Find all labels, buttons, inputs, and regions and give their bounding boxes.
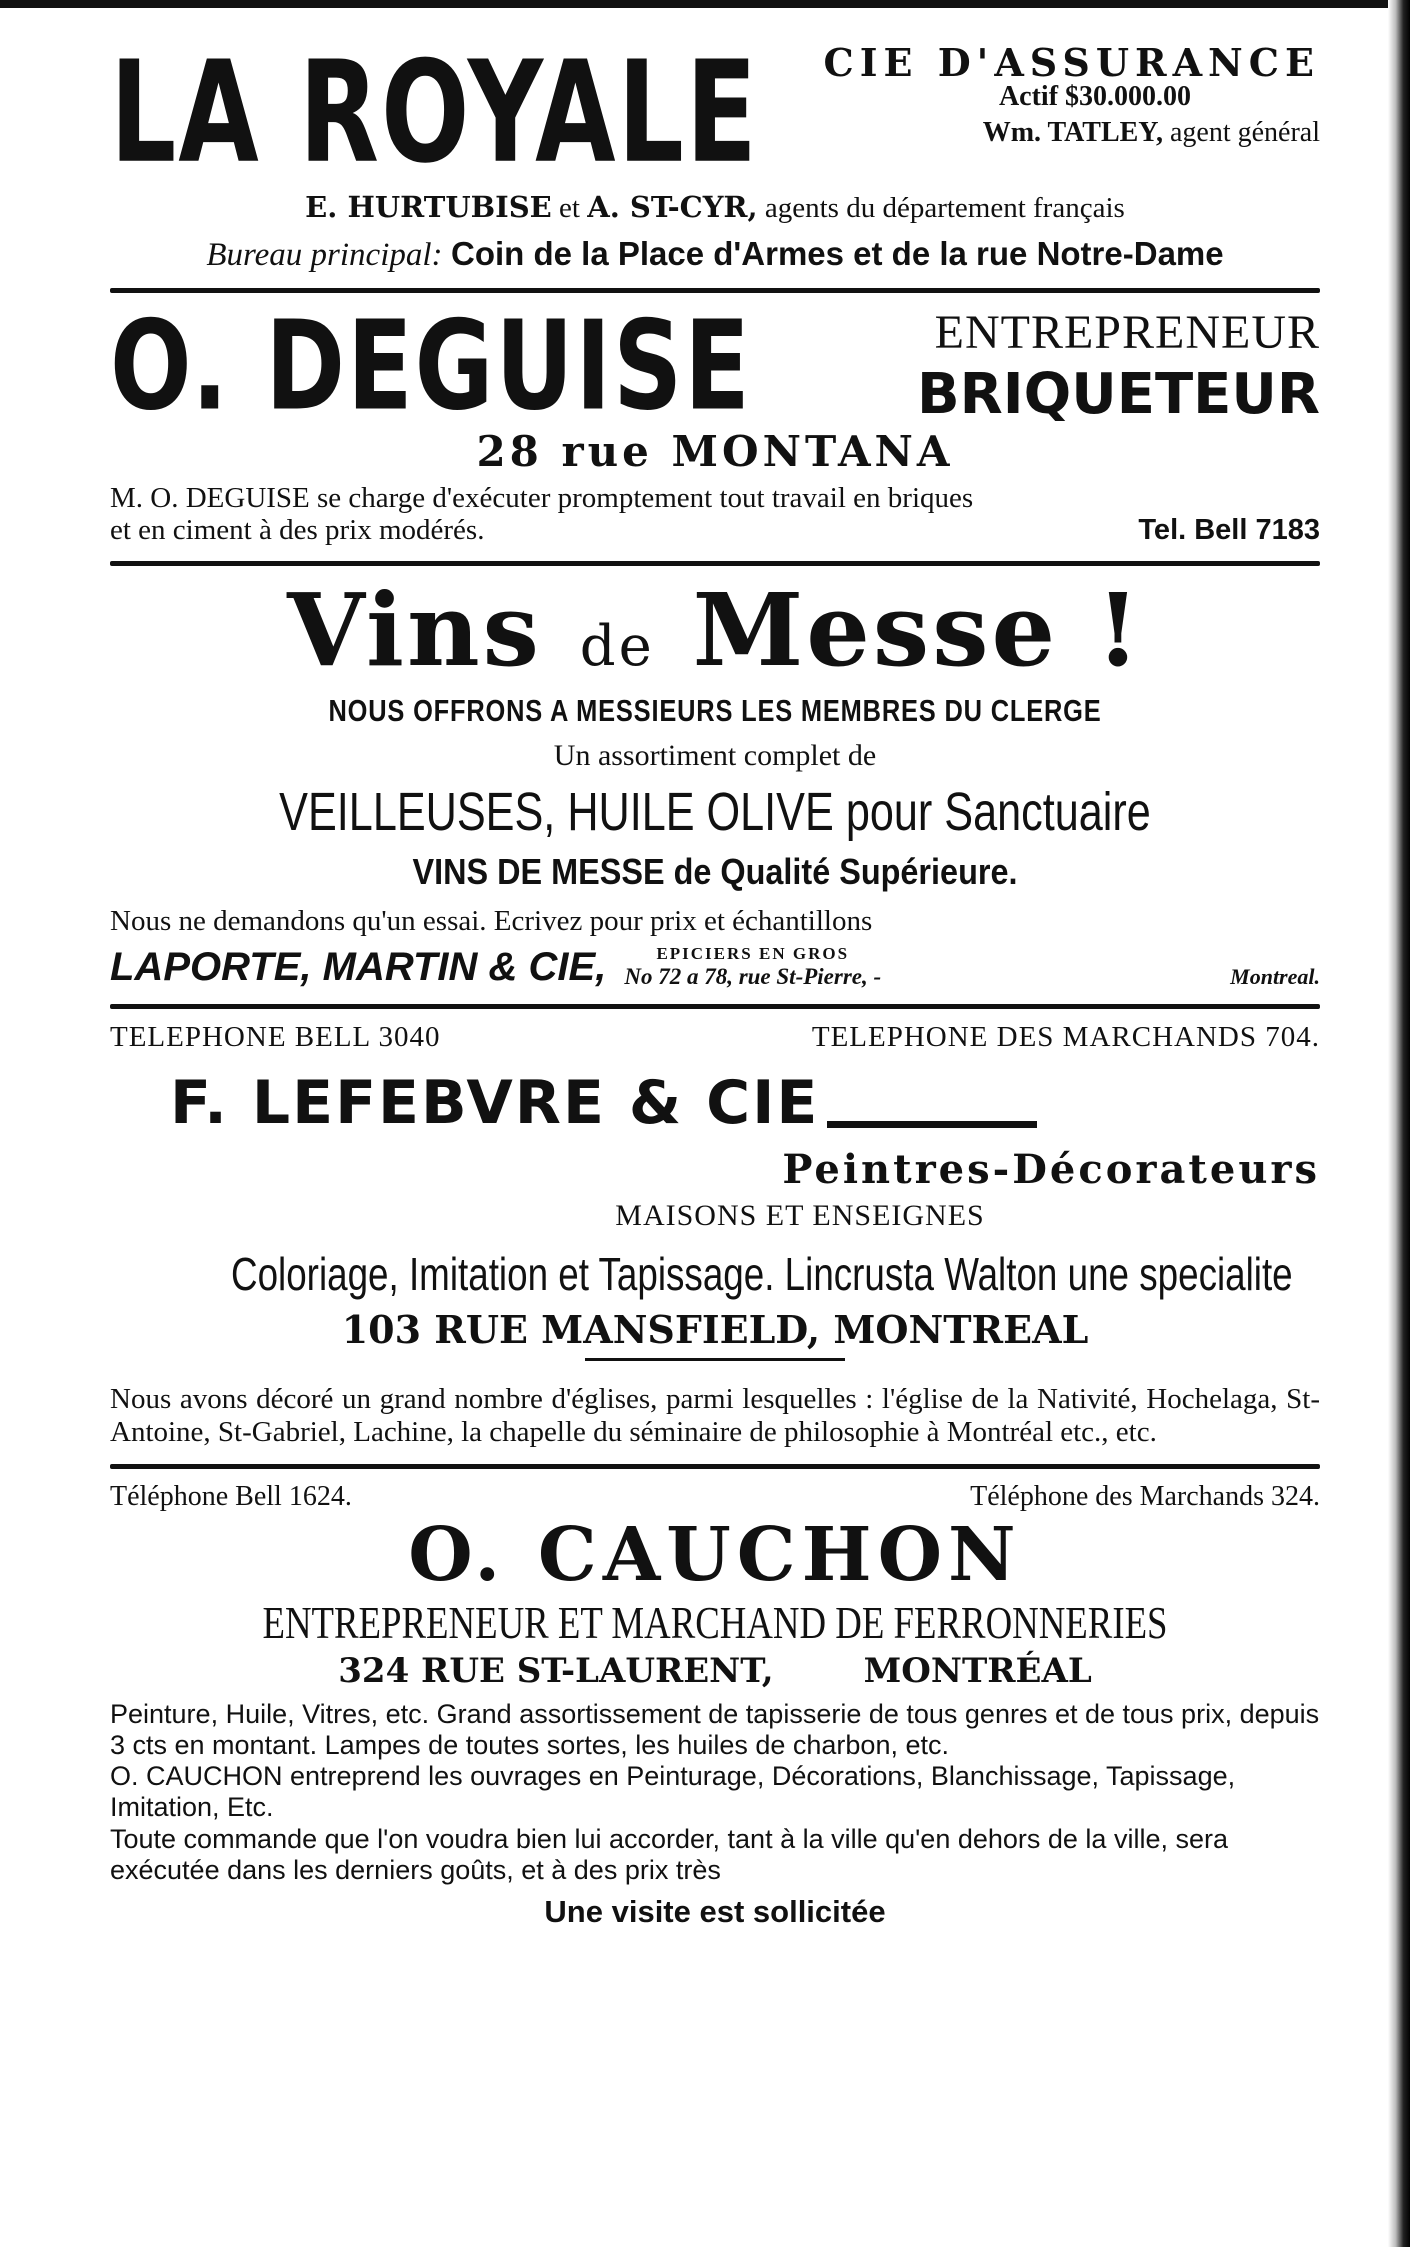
royale-agent-name: Wm. TATLEY,: [982, 117, 1163, 148]
royale-actif: Actif $30.000.00: [998, 81, 1192, 112]
deguise-line2: et en ciment à des prix modérés.: [110, 514, 485, 547]
royale-title: LA ROYALE: [110, 29, 759, 195]
ad-vins-de-messe: [110, 570, 1320, 990]
lefebvre-address: 103 RUE MANSFIELD, MONTREAL: [341, 1306, 1089, 1352]
deguise-entrepreneur: ENTREPRENEUR: [934, 306, 1320, 359]
royale-bureau-label: Bureau principal:: [206, 237, 443, 273]
royale-agents-line: [110, 190, 1320, 225]
cauchon-street: 324 RUE ST-LAURENT,: [338, 1651, 774, 1692]
lefebvre-maisons: MAISONS ET ENSEIGNES: [615, 1198, 985, 1232]
cauchon-city: MONTRÉAL: [863, 1651, 1092, 1692]
cauchon-tel-bell: Téléphone Bell 1624.: [110, 1480, 352, 1512]
royale-agent2: A. ST-CYR,: [587, 190, 758, 224]
cauchon-para1: Peinture, Huile, Vitres, etc. Grand assortissement de tapisserie de tous genres et de tous prix, depuis 3 cts en montant. Lampes de toutes sortes, les huiles de charbon, etc.: [110, 1699, 1320, 1761]
deguise-tel: Tel. Bell 7183: [1138, 514, 1320, 547]
ad-lefebvre: [110, 1021, 1320, 1450]
vins-street: No 72 a 78, rue St-Pierre, -: [624, 963, 882, 989]
section-divider: [110, 1004, 1320, 1009]
vins-title: [110, 570, 1320, 689]
vins-title-de: de: [579, 613, 655, 679]
ad-deguise: [110, 294, 1320, 547]
lefebvre-tel-marchands: TELEPHONE DES MARCHANDS 704.: [811, 1020, 1320, 1053]
lefebvre-title: F. LEFEBVRE & CIE: [170, 1067, 820, 1138]
deguise-address: 28 rue MONTANA: [476, 427, 954, 476]
top-border: [0, 0, 1410, 8]
royale-company: CIE D'ASSURANCE: [823, 40, 1320, 85]
lefebvre-services: Coloriage, Imitation et Tapissage. Lincrusta Walton une specialite: [231, 1247, 1293, 1300]
vins-offrons: NOUS OFFRONS A MESSIEURS LES MEMBRES DU CLERGE: [328, 692, 1102, 728]
vins-title-b: Messe !: [692, 570, 1143, 689]
vins-city: Montreal.: [1230, 963, 1320, 989]
vins-qualite: VINS DE MESSE de Qualité Supérieure.: [412, 850, 1018, 892]
cauchon-para2: O. CAUCHON entreprend les ouvrages en Peinturage, Décorations, Blanchissage, Tapissage, Imitation, Etc.: [110, 1761, 1236, 1823]
section-divider: [110, 1464, 1320, 1469]
title-flourish: [827, 1121, 1037, 1128]
lefebvre-peintres: Peintres-Décorateurs: [782, 1145, 1320, 1193]
vins-firm: LAPORTE, MARTIN & CIE,: [110, 944, 607, 989]
royale-bureau-line: [110, 235, 1320, 274]
cauchon-visite: Une visite est sollicitée: [544, 1893, 886, 1929]
cauchon-title: O. CAUCHON: [408, 1511, 1022, 1598]
section-divider: [110, 561, 1320, 566]
section-divider: [110, 288, 1320, 293]
scan-edge-shadow: [1388, 0, 1410, 2247]
vins-demandons: Nous ne demandons qu'un essai. Ecrivez pour prix et échantillons: [110, 904, 873, 937]
royale-agent1: E. HURTUBISE: [305, 190, 552, 224]
royale-agent-role: agent général: [1169, 117, 1320, 148]
vins-assortiment: Un assortiment complet de: [553, 738, 877, 772]
lefebvre-decore: Nous avons décoré un grand nombre d'églises, parmi lesquelles : l'église de la Nativité, Hochelaga, St-Antoine, St-Gabriel, Lachine, la chapelle du séminaire de philosophie à Montréal etc., etc.: [110, 1382, 1320, 1449]
royale-agents-role: agents du département français: [757, 192, 1125, 224]
cauchon-para3: Toute commande que l'on voudra bien lui accorder, tant à la ville qu'en dehors de la ville, sera exécutée dans les derniers goûts, et à des prix très: [110, 1823, 1228, 1885]
cauchon-tel-marchands: Téléphone des Marchands 324.: [970, 1480, 1320, 1512]
royale-bureau-address: Coin de la Place d'Armes et de la rue Notre-Dame: [451, 235, 1224, 272]
lefebvre-tel-bell: TELEPHONE BELL 3040: [110, 1020, 441, 1053]
royale-agents-et: et: [551, 192, 588, 224]
vins-title-a: Vins: [287, 570, 542, 689]
deguise-line1: M. O. DEGUISE se charge d'exécuter promptement tout travail en briques: [110, 482, 974, 514]
cauchon-subtitle: ENTREPRENEUR ET MARCHAND DE FERRONNERIES: [262, 1597, 1168, 1649]
vins-veilleuses: VEILLEUSES, HUILE OLIVE pour Sanctuaire: [279, 781, 1151, 842]
ad-la-royale: [110, 29, 1320, 274]
deguise-briqueteur: BRIQUETEUR: [916, 362, 1320, 427]
vins-epiciers: EPICIERS EN GROS: [656, 943, 850, 963]
ad-cauchon: [110, 1481, 1320, 1930]
short-divider: [585, 1358, 845, 1361]
deguise-title: O. DEGUISE: [110, 294, 752, 439]
